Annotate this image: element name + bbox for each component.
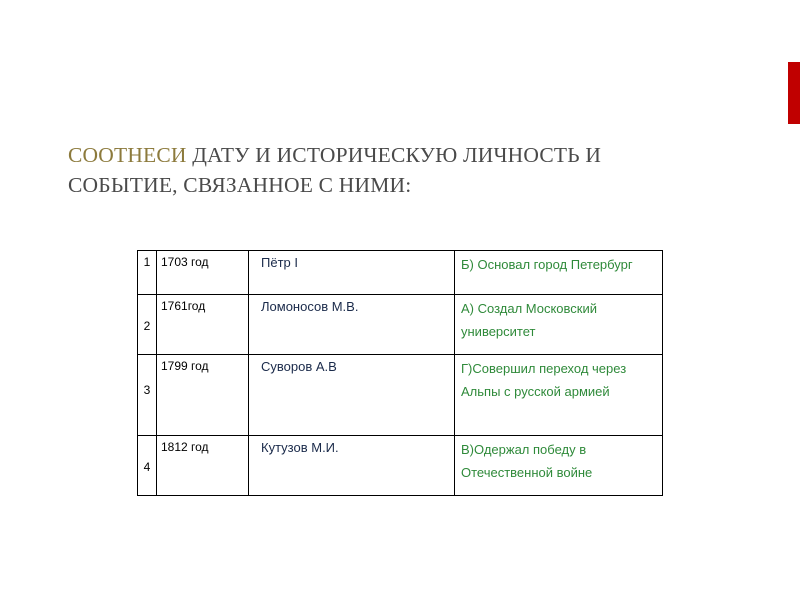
row-number-cell	[138, 436, 157, 496]
table-row	[138, 355, 663, 436]
row-event: Б) Основал город Петербург	[461, 257, 633, 272]
title-highlight-word: СООТНЕСИ	[68, 143, 187, 167]
table-row	[138, 436, 663, 496]
date-cell	[157, 251, 249, 295]
event-cell	[455, 355, 663, 436]
title-line2-word: СОБЫТИЕ	[68, 173, 173, 197]
row-number: 3	[143, 383, 151, 397]
row-number-cell	[138, 295, 157, 355]
row-number: 2	[143, 319, 151, 333]
row-person: Ломоносов М.В.	[261, 299, 359, 314]
row-date: 1799 год	[161, 359, 209, 373]
table-row	[138, 251, 663, 295]
title-line1-rest: ДАТУ И ИСТОРИЧЕСКУЮ ЛИЧНОСТЬ И	[186, 143, 602, 167]
row-event: Г)Совершил переход через Альпы с русской армией	[461, 361, 627, 399]
person-cell	[249, 436, 455, 496]
row-date: 1812 год	[161, 440, 209, 454]
event-cell	[455, 295, 663, 355]
row-number-cell	[138, 355, 157, 436]
row-date: 1703 год	[161, 255, 209, 269]
row-event: А) Создал Московский университет	[461, 301, 598, 339]
row-person: Кутузов М.И.	[261, 440, 339, 455]
row-number-cell	[138, 251, 157, 295]
event-cell	[455, 436, 663, 496]
table-row	[138, 295, 663, 355]
matching-table	[137, 250, 663, 496]
title-line2-rest: , СВЯЗАННОЕ С НИМИ:	[172, 173, 412, 197]
person-cell	[249, 355, 455, 436]
row-person: Пётр I	[261, 255, 298, 270]
accent-bar	[788, 62, 800, 124]
event-cell	[455, 251, 663, 295]
slide-title	[68, 140, 708, 200]
row-number: 4	[143, 460, 151, 474]
person-cell	[249, 295, 455, 355]
row-date: 1761год	[161, 299, 206, 313]
person-cell	[249, 251, 455, 295]
row-event: В)Одержал победу в Отечественной войне	[461, 442, 593, 480]
date-cell	[157, 436, 249, 496]
date-cell	[157, 355, 249, 436]
date-cell	[157, 295, 249, 355]
row-number: 1	[143, 255, 151, 269]
row-person: Суворов А.В	[261, 359, 337, 374]
